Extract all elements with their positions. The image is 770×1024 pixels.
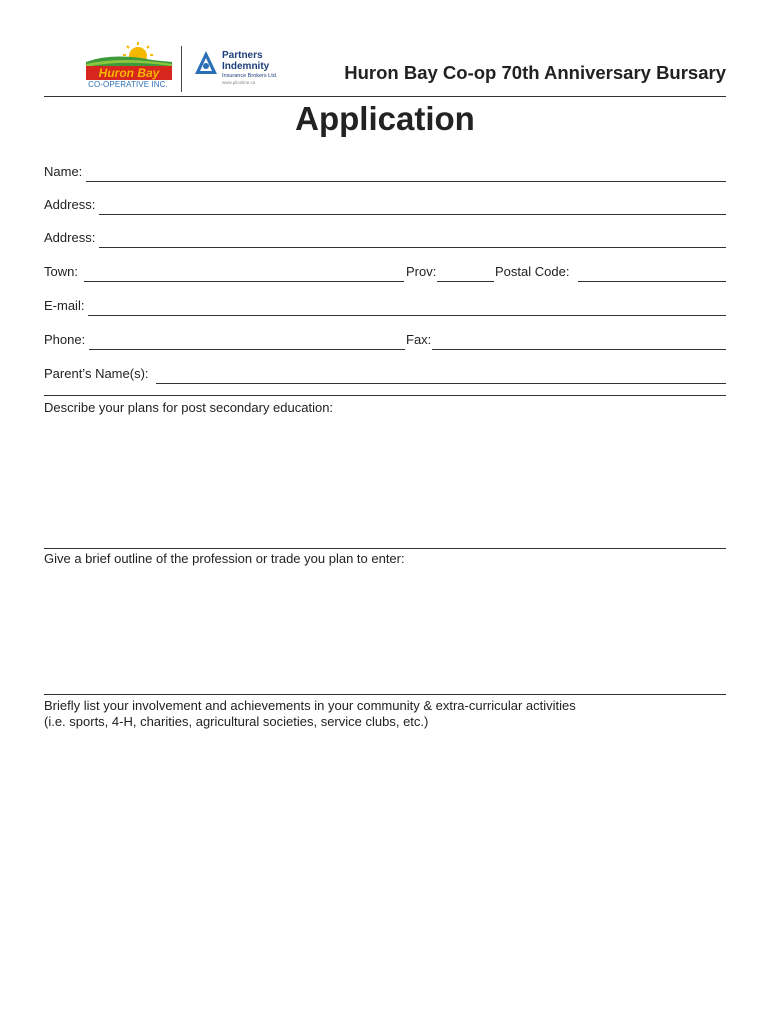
- header-rule: [44, 96, 726, 97]
- partners-indemnity-triangle-icon: [194, 50, 218, 76]
- huron-bay-sun-icon: [82, 40, 174, 82]
- partners-logo-line1: Partners: [222, 50, 263, 61]
- plans-prompt: Describe your plans for post secondary education:: [44, 400, 334, 415]
- bursary-title: Huron Bay Co-op 70th Anniversary Bursary: [344, 62, 726, 83]
- involvement-prompt: [44, 698, 726, 730]
- plans-section-rule: [44, 395, 726, 396]
- postal-code-label: Postal Code:: [495, 264, 570, 279]
- email-field[interactable]: [88, 315, 726, 316]
- name-row: [44, 164, 726, 182]
- involvement-answer-area[interactable]: [44, 736, 726, 1006]
- involvement-section-rule: [44, 694, 726, 695]
- address-field-2[interactable]: [99, 247, 726, 248]
- phone-label: Phone:: [44, 332, 86, 347]
- huron-bay-logo: [82, 40, 174, 92]
- address-field-1[interactable]: [99, 214, 726, 215]
- parents-field[interactable]: [156, 383, 726, 384]
- fax-label: Fax:: [406, 332, 432, 347]
- email-label: E-mail:: [44, 298, 85, 313]
- name-field[interactable]: [86, 181, 726, 182]
- prov-field[interactable]: [437, 281, 494, 282]
- address-label-1: Address:: [44, 197, 96, 212]
- huron-bay-logo-subtext: CO-OPERATIVE INC.: [88, 80, 168, 89]
- involvement-prompt-line2: (i.e. sports, 4-H, charities, agricultural societies, service clubs, etc.): [44, 714, 429, 729]
- phone-field[interactable]: [89, 349, 405, 350]
- page-title: Application: [295, 100, 475, 137]
- address-label-2: Address:: [44, 230, 96, 245]
- parents-label: Parent’s Name(s):: [44, 366, 149, 381]
- profession-prompt: Give a brief outline of the profession or trade you plan to enter:: [44, 551, 405, 566]
- address-row-2: [44, 230, 726, 248]
- partners-logo-line3: Insurance Brokers Ltd.: [222, 73, 278, 79]
- town-label: Town:: [44, 264, 78, 279]
- address-row-1: [44, 197, 726, 215]
- profession-section-rule: [44, 548, 726, 549]
- profession-answer-area[interactable]: [44, 569, 726, 693]
- partners-logo-line4: www.pilonline.ca: [222, 80, 256, 85]
- document-header: [44, 38, 726, 98]
- parents-row: [44, 366, 726, 384]
- town-field[interactable]: [84, 281, 404, 282]
- logo-divider: [181, 46, 182, 92]
- email-row: [44, 298, 726, 316]
- huron-bay-logo-name: Huron Bay: [98, 66, 160, 80]
- involvement-prompt-line1: Briefly list your involvement and achievements in your community & extra-curricular activities: [44, 698, 576, 713]
- partners-logo-line2: Indemnity: [222, 61, 270, 72]
- plans-answer-area[interactable]: [44, 418, 726, 546]
- postal-code-field[interactable]: [578, 281, 726, 282]
- phone-row: [44, 332, 726, 350]
- name-label: Name:: [44, 164, 83, 179]
- prov-label: Prov:: [406, 264, 437, 279]
- town-row: [44, 264, 726, 282]
- fax-field[interactable]: [432, 349, 726, 350]
- partners-indemnity-logo: [194, 50, 304, 90]
